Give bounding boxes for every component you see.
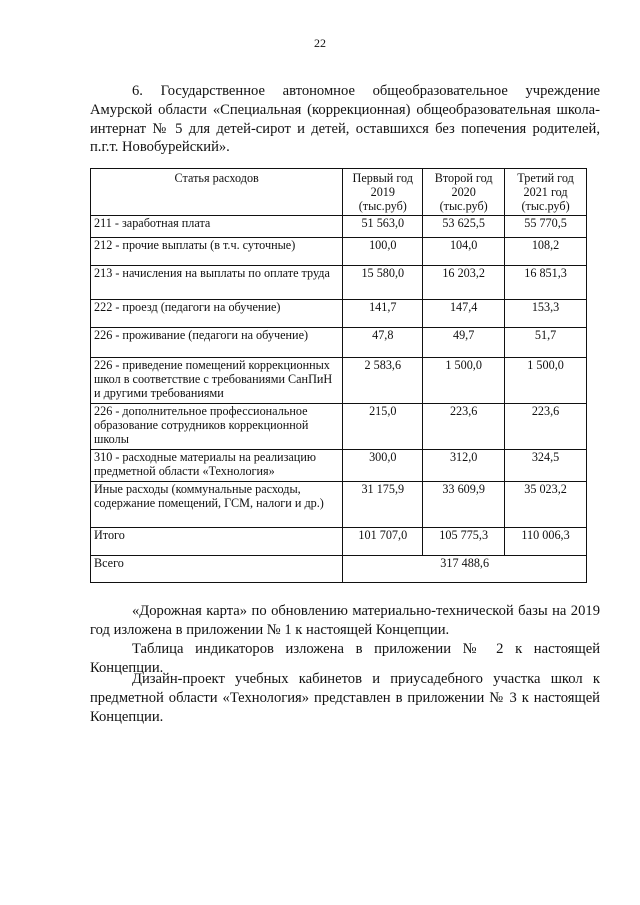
- value-2019: 31 175,9: [343, 482, 423, 528]
- value-2020: 312,0: [423, 450, 505, 482]
- value-2019: 100,0: [343, 238, 423, 266]
- value-2021: 51,7: [505, 328, 587, 358]
- value-2019: 215,0: [343, 404, 423, 450]
- header-year-2020: Второй год 2020 (тыс.руб): [423, 169, 505, 216]
- expense-item: 226 - приведение помещений коррекционных школ в соответствие с требованиями СанПиН и другими требованиями: [91, 358, 343, 404]
- value-2021: 110 006,3: [505, 528, 587, 556]
- header-year-2021: Третий год 2021 год (тыс.руб): [505, 169, 587, 216]
- expense-item: 310 - расходные материалы на реализацию предметной области «Технология»: [91, 450, 343, 482]
- intro-paragraph: 6. Государственное автономное общеобразовательное учреждение Амурской области «Специальная (коррекционная) общеобразовательная школа-интернат № 5 для детей-сирот и детей, оставшихся без попечения родителей, п.г.т. Новобурейский».: [90, 83, 600, 156]
- value-2020: 104,0: [423, 238, 505, 266]
- indicators-paragraph: Таблица индикаторов изложена в приложении № 2 к настоящей Концепции.: [90, 641, 600, 676]
- roadmap-paragraph: «Дорожная карта» по обновлению материально-технической базы на 2019 год изложена в приложении № 1 к настоящей Концепции.: [90, 603, 600, 638]
- value-2020: 33 609,9: [423, 482, 505, 528]
- expense-item: 213 - начисления на выплаты по оплате труда: [91, 266, 343, 300]
- expense-item: 222 - проезд (педагоги на обучение): [91, 300, 343, 328]
- value-2019: 300,0: [343, 450, 423, 482]
- header-year-2019: Первый год 2019 (тыс.руб): [343, 169, 423, 216]
- design-project-paragraph: Дизайн-проект учебных кабинетов и приусадебного участка школ к предметной области «Технология» представлен в приложении № 3 к настоящей Концепции.: [90, 671, 600, 725]
- table-row: [91, 528, 587, 556]
- header-expense-item: Статья расходов: [91, 169, 343, 216]
- expense-item: 212 - прочие выплаты (в т.ч. суточные): [91, 238, 343, 266]
- expense-item: 211 - заработная плата: [91, 216, 343, 238]
- value-2021: 55 770,5: [505, 216, 587, 238]
- value-2019: 47,8: [343, 328, 423, 358]
- expense-item: Итого: [91, 528, 343, 556]
- value-2020: 49,7: [423, 328, 505, 358]
- value-2020: 147,4: [423, 300, 505, 328]
- page-number: 22: [314, 36, 326, 50]
- table-row: [91, 216, 587, 238]
- table-row: [91, 328, 587, 358]
- value-2019: 101 707,0: [343, 528, 423, 556]
- table-row: [91, 238, 587, 266]
- budget-table: [90, 168, 587, 583]
- value-2021: 223,6: [505, 404, 587, 450]
- value-2019: 141,7: [343, 300, 423, 328]
- value-2021: 153,3: [505, 300, 587, 328]
- table-row: [91, 482, 587, 528]
- value-2020: 1 500,0: [423, 358, 505, 404]
- expense-item: 226 - проживание (педагоги на обучение): [91, 328, 343, 358]
- table-total-row: [91, 556, 587, 583]
- value-2021: 1 500,0: [505, 358, 587, 404]
- value-2021: 35 023,2: [505, 482, 587, 528]
- value-2021: 108,2: [505, 238, 587, 266]
- total-value: 317 488,6: [343, 556, 587, 583]
- table-row: [91, 300, 587, 328]
- value-2020: 105 775,3: [423, 528, 505, 556]
- expense-item: 226 - дополнительное профессиональное образование сотрудников коррекционной школы: [91, 404, 343, 450]
- table-row: [91, 358, 587, 404]
- table-row: [91, 450, 587, 482]
- value-2021: 324,5: [505, 450, 587, 482]
- table-header-row: [91, 169, 587, 216]
- value-2019: 2 583,6: [343, 358, 423, 404]
- value-2020: 223,6: [423, 404, 505, 450]
- value-2020: 16 203,2: [423, 266, 505, 300]
- value-2019: 15 580,0: [343, 266, 423, 300]
- expense-item: Иные расходы (коммунальные расходы, содержание помещений, ГСМ, налоги и др.): [91, 482, 343, 528]
- table-row: [91, 404, 587, 450]
- table-row: [91, 266, 587, 300]
- value-2021: 16 851,3: [505, 266, 587, 300]
- value-2019: 51 563,0: [343, 216, 423, 238]
- value-2020: 53 625,5: [423, 216, 505, 238]
- total-label: Всего: [91, 556, 343, 583]
